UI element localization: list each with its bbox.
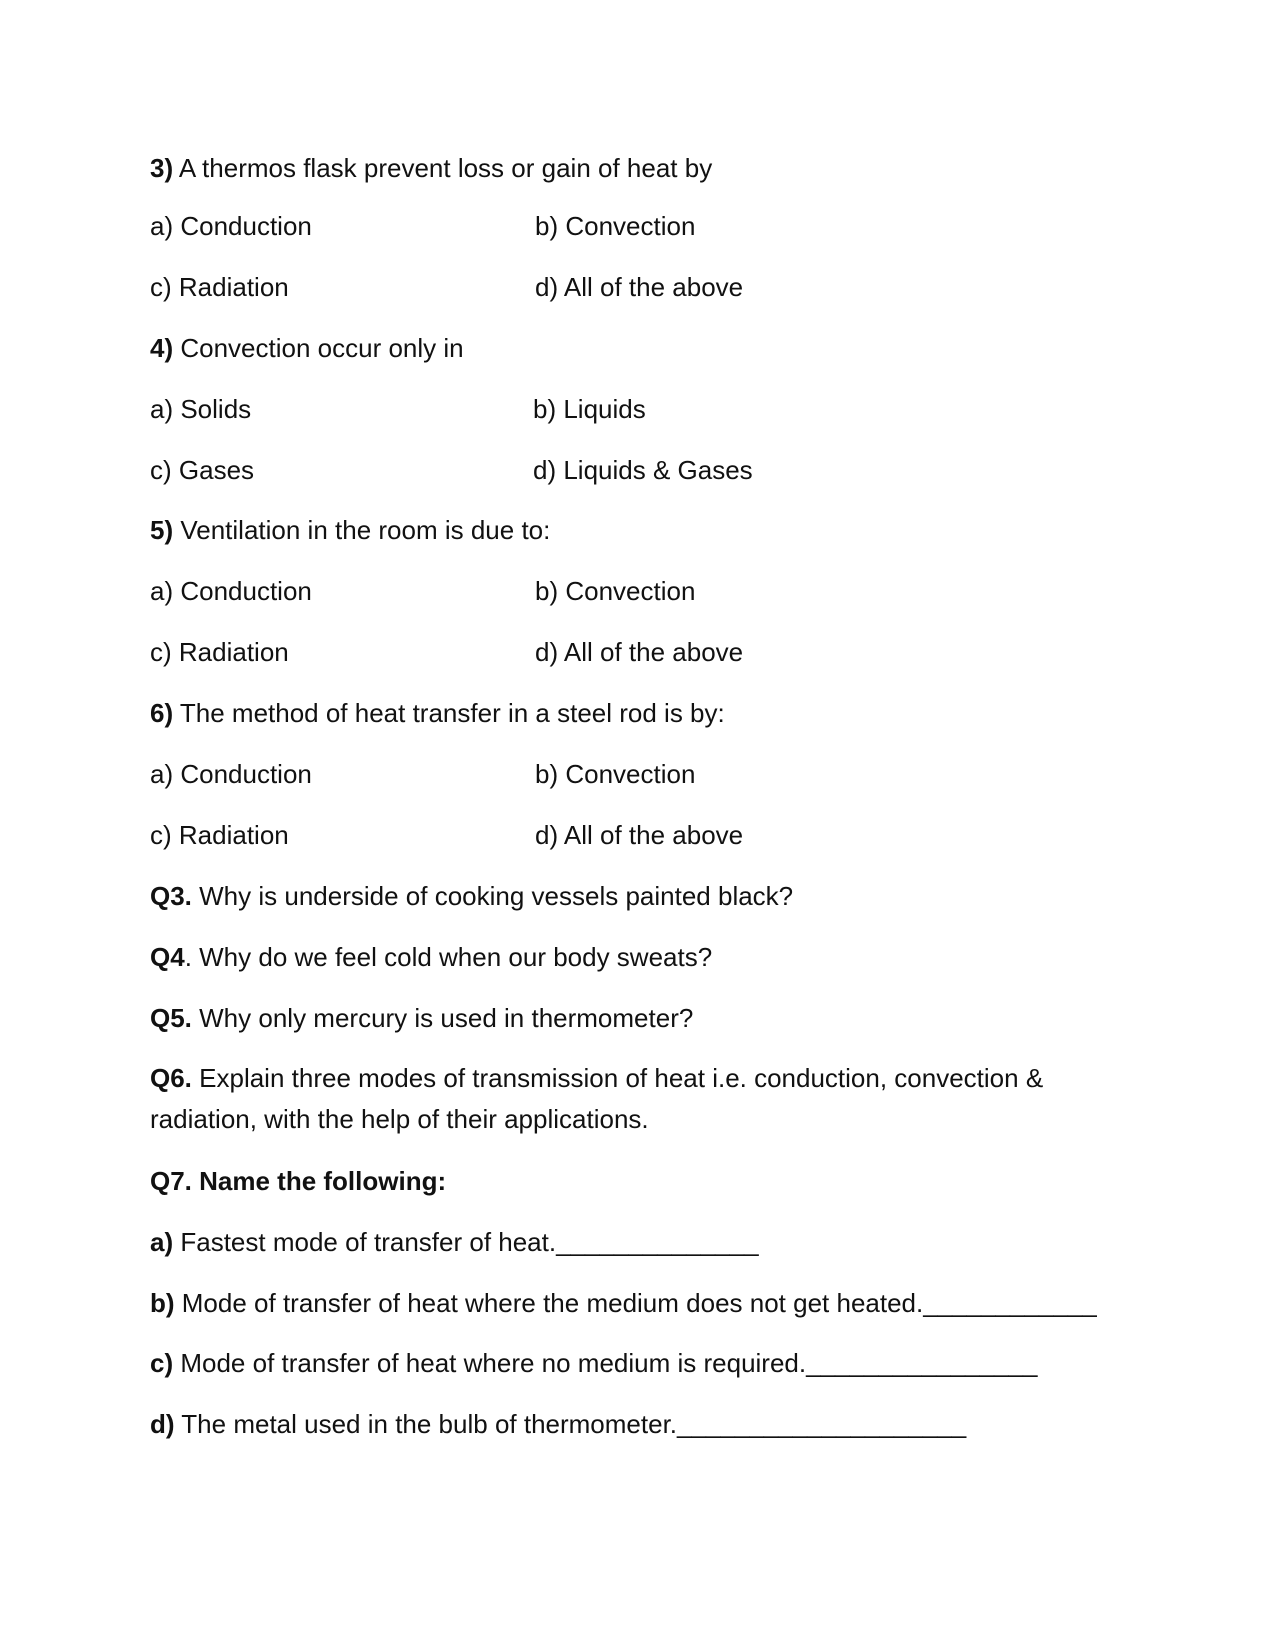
- mcq-question-3: [150, 152, 712, 184]
- mcq-option: a) Solids: [150, 394, 252, 424]
- item-text: The metal used in the bulb of thermometer.____________________: [174, 1409, 967, 1439]
- section-heading-q7: Q7. Name the following:: [150, 1166, 447, 1196]
- question-number: 6): [150, 698, 174, 728]
- item-text: Fastest mode of transfer of heat.______________: [173, 1227, 759, 1257]
- question-number: 5): [150, 515, 174, 545]
- mcq-option: b) Liquids: [533, 394, 646, 424]
- mcq-option: c) Radiation: [150, 820, 289, 850]
- question-number: 3): [150, 153, 174, 183]
- fill-blank-item-d: [150, 1408, 966, 1440]
- question-text: A thermos flask prevent loss or gain of heat by: [173, 153, 713, 183]
- item-label: d): [150, 1409, 175, 1439]
- mcq-option: d) All of the above: [535, 272, 744, 302]
- mcq-option: b) Convection: [535, 759, 696, 789]
- fill-blank-item-a: [150, 1226, 759, 1258]
- fill-blank-item-c: [150, 1347, 1037, 1379]
- item-label: c): [150, 1348, 174, 1378]
- mcq-question-6: [150, 697, 725, 729]
- mcq-question-5: [150, 514, 550, 546]
- mcq-option: a) Conduction: [150, 576, 312, 606]
- question-text: Explain three modes of transmission of heat i.e. conduction, convection & radiation, with the help of their applications.: [150, 1063, 1044, 1134]
- item-label: b): [150, 1288, 175, 1318]
- question-text: Why only mercury is used in thermometer?: [191, 1003, 694, 1033]
- mcq-option: b) Convection: [535, 211, 696, 241]
- short-question-q6: [150, 1058, 1080, 1140]
- question-text: Ventilation in the room is due to:: [173, 515, 551, 545]
- short-question-q5: [150, 1002, 693, 1034]
- question-text: . Why do we feel cold when our body sweats?: [184, 942, 713, 972]
- question-text: Why is underside of cooking vessels painted black?: [191, 881, 794, 911]
- question-number: Q5.: [150, 1003, 192, 1033]
- mcq-option: d) Liquids & Gases: [533, 455, 753, 485]
- mcq-question-4: [150, 332, 464, 364]
- question-number: Q3.: [150, 881, 192, 911]
- mcq-option: c) Radiation: [150, 637, 289, 667]
- mcq-option: b) Convection: [535, 576, 696, 606]
- mcq-option: a) Conduction: [150, 211, 312, 241]
- item-label: a): [150, 1227, 174, 1257]
- item-text: Mode of transfer of heat where no medium is required.________________: [173, 1348, 1038, 1378]
- question-number: Q4: [150, 942, 185, 972]
- question-number: 4): [150, 333, 174, 363]
- short-question-q4: [150, 941, 712, 973]
- question-text: Convection occur only in: [173, 333, 464, 363]
- question-text: The method of heat transfer in a steel rod is by:: [173, 698, 725, 728]
- short-question-q3: [150, 880, 793, 912]
- mcq-option: a) Conduction: [150, 759, 312, 789]
- mcq-option: d) All of the above: [535, 637, 744, 667]
- fill-blank-item-b: [150, 1287, 1097, 1319]
- mcq-option: d) All of the above: [535, 820, 744, 850]
- mcq-option: c) Radiation: [150, 272, 289, 302]
- question-number: Q6.: [150, 1063, 192, 1093]
- item-text: Mode of transfer of heat where the medium does not get heated.____________: [174, 1288, 1097, 1318]
- mcq-option: c) Gases: [150, 455, 255, 485]
